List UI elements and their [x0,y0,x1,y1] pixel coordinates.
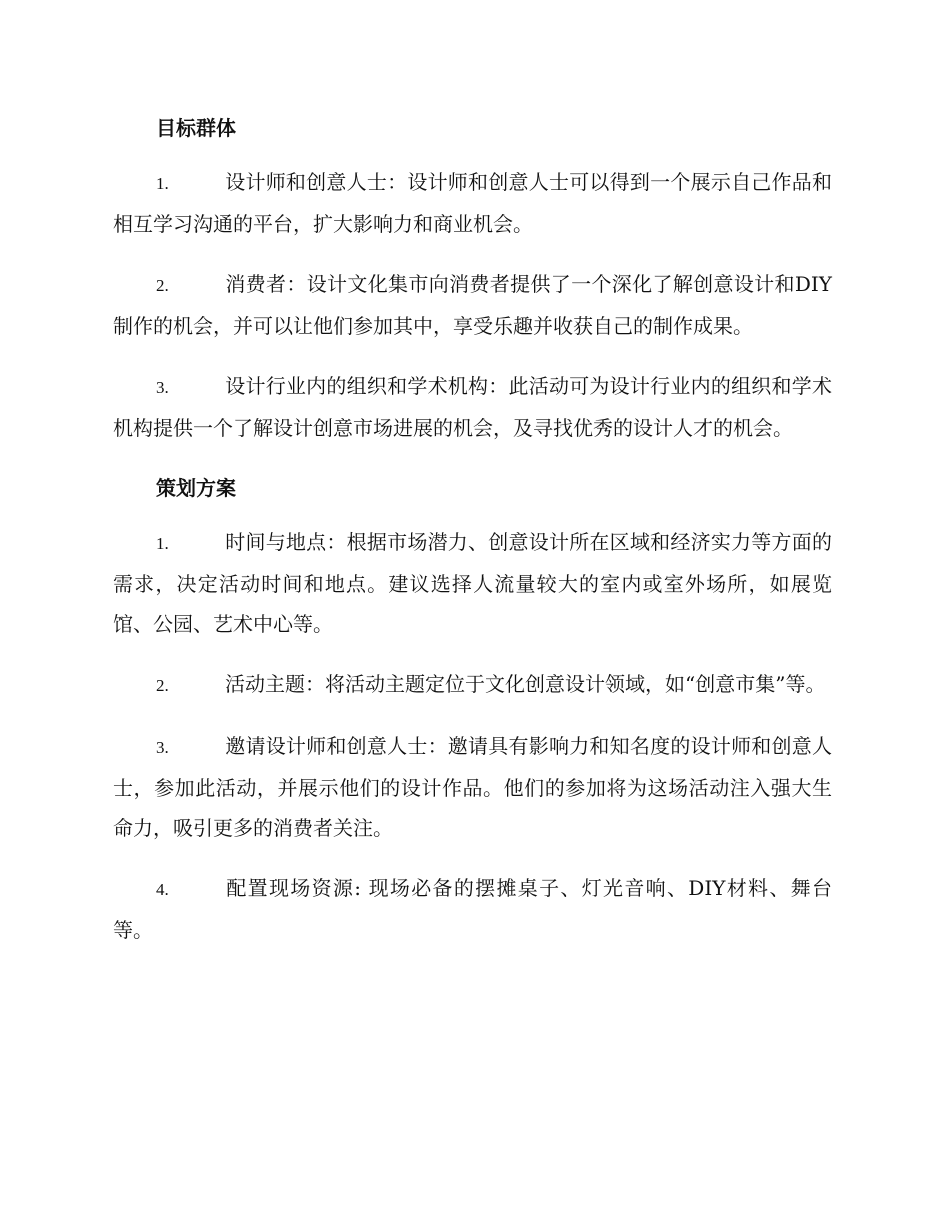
list-item [113,264,832,346]
list-item-text: 配置现场资源: 现场必备的摆摊桌子、灯光音响、DIY材料、舞台等。 [113,876,832,942]
list-item [113,726,832,848]
list-item [113,162,832,244]
list-item-number: 3. [156,378,169,397]
list-item [113,868,832,950]
list-item-number: 1. [156,174,169,193]
list-item-text: 设计师和创意人士：设计师和创意人士可以得到一个展示自己作品和相互学习沟通的平台，扩大影响力和商业机会。 [113,170,832,236]
list-item-text: 消费者：设计文化集市向消费者提供了一个深化了解创意设计和DIY制作的机会，并可以让他们参加其中，享受乐趣并收获自己的制作成果。 [113,272,832,338]
list-item-text: 邀请设计师和创意人士：邀请具有影响力和知名度的设计师和创意人士，参加此活动，并展示他们的设计作品。他们的参加将为这场活动注入强大生命力，吸引更多的消费者关注。 [113,734,832,840]
list-item-text: 设计行业内的组织和学术机构：此活动可为设计行业内的组织和学术机构提供一个了解设计创意市场进展的机会，及寻找优秀的设计人才的机会。 [113,374,832,440]
list-item [113,366,832,448]
list-item-number: 3. [156,738,169,757]
list-item [113,522,832,644]
list-item-number: 4. [156,880,169,899]
section-heading-target-groups: 目标群体 [156,116,236,140]
list-item [113,664,832,706]
list-item-number: 2. [156,276,169,295]
list-item-number: 1. [156,534,169,553]
list-item-number: 2. [156,676,169,695]
list-item-text: 活动主题：将活动主题定位于文化创意设计领域，如“创意市集”等。 [225,672,826,696]
section-heading-plan: 策划方案 [156,476,236,500]
list-item-text: 时间与地点：根据市场潜力、创意设计所在区域和经济实力等方面的需求，决定活动时间和地点。建议选择人流量较大的室内或室外场所，如展览馆、公园、艺术中心等。 [113,530,832,636]
